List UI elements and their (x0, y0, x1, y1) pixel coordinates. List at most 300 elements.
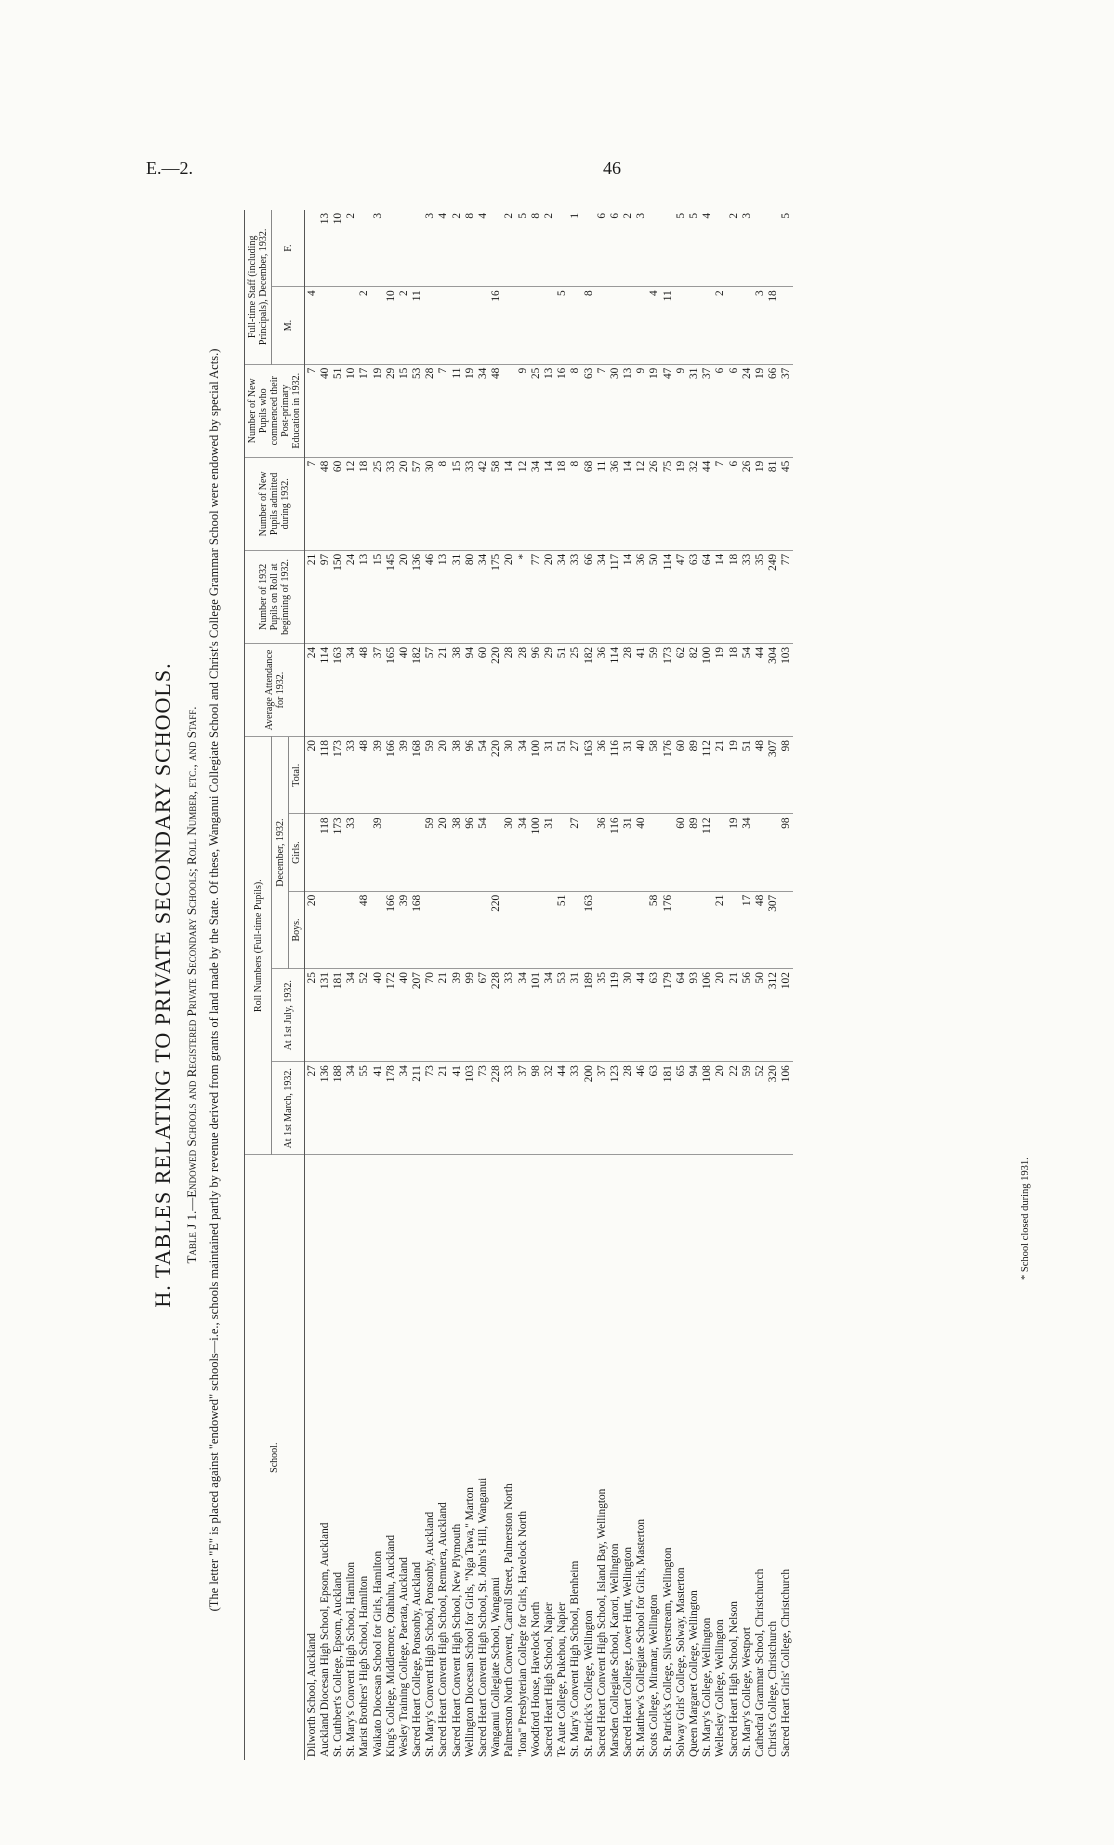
december-total-cell: 33 (345, 737, 358, 814)
march-roll-cell: 320 (767, 1062, 780, 1155)
december-boys-cell (635, 891, 648, 968)
march-roll-cell: 178 (384, 1062, 397, 1155)
december-boys-cell (345, 891, 358, 968)
roll-beginning-cell: 20 (503, 550, 516, 643)
attendance-cell: 18 (727, 643, 740, 736)
school-name-cell: Christ's College, Christchurch (767, 1620, 780, 1757)
table-row (490, 210, 503, 1760)
staff-female-cell (397, 210, 410, 287)
school-name-cell: St. Patrick's College, Wellington (582, 1610, 595, 1757)
july-roll-cell: 40 (397, 969, 410, 1062)
july-roll-cell: 106 (701, 969, 714, 1062)
roll-beginning-cell: 36 (635, 550, 648, 643)
attendance-cell: 48 (358, 643, 371, 736)
table-row (582, 210, 595, 1760)
december-total-cell: 36 (595, 737, 608, 814)
table-row (305, 210, 319, 1760)
new-postprimary-cell: 19 (463, 364, 476, 457)
new-admitted-cell: 19 (674, 457, 687, 550)
staff-female-cell: 2 (450, 210, 463, 287)
december-total-cell: 89 (687, 737, 700, 814)
new-admitted-cell: 32 (687, 457, 700, 550)
december-girls-cell: 112 (701, 814, 714, 891)
table-row (529, 210, 542, 1760)
new-postprimary-cell: 10 (345, 364, 358, 457)
new-admitted-cell: 18 (358, 457, 371, 550)
december-girls-cell: 59 (424, 814, 437, 891)
staff-male-cell (424, 287, 437, 364)
december-boys-cell (542, 891, 555, 968)
attendance-cell: 28 (503, 643, 516, 736)
new-postprimary-cell: 17 (358, 364, 371, 457)
july-roll-cell: 102 (780, 969, 793, 1062)
school-name-cell: Sacred Heart Convent High School, Remuera, Auckland (437, 1502, 450, 1757)
december-total-cell: 166 (384, 737, 397, 814)
new-admitted-cell: 42 (476, 457, 489, 550)
table-row (674, 210, 687, 1760)
new-postprimary-cell: 13 (622, 364, 635, 457)
table-row (384, 210, 397, 1760)
july-roll-cell: 228 (490, 969, 503, 1062)
school-name-cell: Marist Brothers' High School, Hamilton (358, 1575, 371, 1757)
december-total-cell: 168 (411, 737, 424, 814)
december-total-cell: 48 (358, 737, 371, 814)
header-boys: Boys. (289, 891, 305, 968)
school-name-cell: Scots College, Miramar, Wellington (648, 1594, 661, 1757)
attendance-cell: 24 (305, 643, 319, 736)
july-roll-cell: 34 (345, 969, 358, 1062)
march-roll-cell: 188 (331, 1062, 344, 1155)
attendance-cell: 51 (556, 643, 569, 736)
staff-female-cell (714, 210, 727, 287)
roll-beginning-cell: 33 (569, 550, 582, 643)
december-boys-cell (437, 891, 450, 968)
december-girls-cell: 116 (608, 814, 621, 891)
staff-female-cell: 5 (516, 210, 529, 287)
new-admitted-cell: 6 (727, 457, 740, 550)
new-admitted-cell: 7 (305, 457, 319, 550)
staff-male-cell: 3 (753, 287, 766, 364)
july-roll-cell: 312 (767, 969, 780, 1062)
new-postprimary-cell: 48 (490, 364, 503, 457)
december-boys-cell: 176 (661, 891, 674, 968)
new-postprimary-cell: 37 (780, 364, 793, 457)
attendance-cell: 37 (371, 643, 384, 736)
school-name-cell: St. Mary's Convent High School, Ponsonby, Auckland (424, 1511, 437, 1757)
new-postprimary-cell: 9 (516, 364, 529, 457)
december-girls-cell (767, 814, 780, 891)
staff-female-cell: 8 (529, 210, 542, 287)
new-postprimary-cell: 11 (450, 364, 463, 457)
new-admitted-cell: 11 (595, 457, 608, 550)
december-boys-cell: 21 (714, 891, 727, 968)
table-row (331, 210, 344, 1760)
december-boys-cell: 58 (648, 891, 661, 968)
december-boys-cell (608, 891, 621, 968)
staff-male-cell (687, 287, 700, 364)
page-number: 46 (603, 158, 621, 178)
staff-female-cell: 3 (635, 210, 648, 287)
staff-female-cell (648, 210, 661, 287)
header-school: School. (245, 1155, 305, 1760)
december-boys-cell (318, 891, 331, 968)
march-roll-cell: 37 (516, 1062, 529, 1155)
march-roll-cell: 63 (648, 1062, 661, 1155)
header-march: At 1st March, 1932. (272, 1062, 305, 1155)
staff-male-cell: 8 (582, 287, 595, 364)
march-roll-cell: 103 (463, 1062, 476, 1155)
table-row (622, 210, 635, 1760)
december-girls-cell (490, 814, 503, 891)
attendance-cell: 36 (595, 643, 608, 736)
table-row (424, 210, 437, 1760)
march-roll-cell: 32 (542, 1062, 555, 1155)
new-admitted-cell: 8 (437, 457, 450, 550)
december-total-cell: 163 (582, 737, 595, 814)
roll-beginning-cell: 13 (358, 550, 371, 643)
december-total-cell: 51 (556, 737, 569, 814)
march-roll-cell: 20 (714, 1062, 727, 1155)
december-boys-cell: 48 (753, 891, 766, 968)
staff-female-cell (661, 210, 674, 287)
december-boys-cell: 307 (767, 891, 780, 968)
december-girls-cell (358, 814, 371, 891)
march-roll-cell: 108 (701, 1062, 714, 1155)
table-row (753, 210, 766, 1760)
july-roll-cell: 70 (424, 969, 437, 1062)
march-roll-cell: 73 (476, 1062, 489, 1155)
new-admitted-cell: 12 (516, 457, 529, 550)
staff-male-cell: 4 (648, 287, 661, 364)
new-admitted-cell: 14 (503, 457, 516, 550)
roll-beginning-cell: 34 (556, 550, 569, 643)
march-roll-cell: 98 (529, 1062, 542, 1155)
staff-female-cell: 8 (463, 210, 476, 287)
school-name-cell: Palmerston North Convent, Carroll Street, Palmerston North (503, 1483, 516, 1757)
roll-beginning-cell: 35 (753, 550, 766, 643)
attendance-cell: 25 (569, 643, 582, 736)
roll-beginning-cell: 80 (463, 550, 476, 643)
school-name-cell: Wellington Diocesan School for Girls, "Nga Tawa," Marton (463, 1487, 476, 1757)
roll-beginning-cell: 21 (305, 550, 319, 643)
new-admitted-cell: 36 (608, 457, 621, 550)
header-staff-m: M. (272, 287, 305, 364)
december-boys-cell (476, 891, 489, 968)
attendance-cell: 59 (648, 643, 661, 736)
december-girls-cell: 31 (622, 814, 635, 891)
attendance-cell: 163 (331, 643, 344, 736)
new-postprimary-cell: 6 (727, 364, 740, 457)
new-admitted-cell: 25 (371, 457, 384, 550)
staff-female-cell (384, 210, 397, 287)
school-name-cell: King's College, Middlemore, Otahuhu, Auckland (384, 1535, 397, 1757)
new-postprimary-cell (503, 364, 516, 457)
staff-male-cell: 4 (305, 287, 319, 364)
staff-male-cell (371, 287, 384, 364)
december-boys-cell (450, 891, 463, 968)
march-roll-cell: 22 (727, 1062, 740, 1155)
school-name-cell: Wanganui Collegiate School, Wanganui (490, 1577, 503, 1757)
attendance-cell: 94 (463, 643, 476, 736)
december-total-cell: 307 (767, 737, 780, 814)
table-note: (The letter "E" is placed against "endowed" schools—i.e., schools maintained partly by revenue derived from grants of land made by the State. Of these, Wanganui Collegiate School and Christ's College Grammar School were endowed by special Acts.) (207, 348, 221, 1612)
attendance-cell: 182 (411, 643, 424, 736)
staff-female-cell (753, 210, 766, 287)
attendance-cell: 40 (397, 643, 410, 736)
july-roll-cell: 207 (411, 969, 424, 1062)
header-total: Total. (289, 737, 305, 814)
july-roll-cell: 189 (582, 969, 595, 1062)
december-boys-cell (687, 891, 700, 968)
attendance-cell: 44 (753, 643, 766, 736)
staff-female-cell (556, 210, 569, 287)
school-name-cell: Wesley Training College, Paerata, Auckland (397, 1557, 410, 1757)
new-postprimary-cell: 8 (569, 364, 582, 457)
staff-female-cell: 4 (701, 210, 714, 287)
march-roll-cell: 37 (595, 1062, 608, 1155)
july-roll-cell: 31 (569, 969, 582, 1062)
december-girls-cell: 38 (450, 814, 463, 891)
new-postprimary-cell: 34 (476, 364, 489, 457)
december-girls-cell (556, 814, 569, 891)
staff-male-cell (529, 287, 542, 364)
new-postprimary-cell: 37 (701, 364, 714, 457)
march-roll-cell: 55 (358, 1062, 371, 1155)
new-admitted-cell: 14 (542, 457, 555, 550)
december-boys-cell: 163 (582, 891, 595, 968)
july-roll-cell: 93 (687, 969, 700, 1062)
school-name-cell: Cathedral Grammar School, Christchurch (753, 1568, 766, 1757)
school-name-cell: St. Mary's Convent High School, Hamilton (345, 1561, 358, 1757)
new-postprimary-cell: 28 (424, 364, 437, 457)
december-boys-cell: 48 (358, 891, 371, 968)
new-admitted-cell: 48 (318, 457, 331, 550)
march-roll-cell: 34 (345, 1062, 358, 1155)
school-name-cell: Te Aute College, Pukehou, Napier (556, 1602, 569, 1757)
school-name-cell: Solway Girls' College, Solway, Masterton (674, 1567, 687, 1757)
december-girls-cell: 173 (331, 814, 344, 891)
table-row (648, 210, 661, 1760)
march-roll-cell: 73 (424, 1062, 437, 1155)
december-total-cell: 34 (516, 737, 529, 814)
attendance-cell: 41 (635, 643, 648, 736)
december-total-cell: 20 (437, 737, 450, 814)
new-admitted-cell: 33 (463, 457, 476, 550)
table-row (411, 210, 424, 1760)
header-girls: Girls. (289, 814, 305, 891)
staff-female-cell: 2 (727, 210, 740, 287)
december-boys-cell: 168 (411, 891, 424, 968)
july-roll-cell: 35 (595, 969, 608, 1062)
december-boys-cell: 166 (384, 891, 397, 968)
staff-female-cell (305, 210, 319, 287)
december-girls-cell: 20 (437, 814, 450, 891)
school-name-cell: Auckland Diocesan High School, Epsom, Auckland (318, 1522, 331, 1757)
table-row (661, 210, 674, 1760)
school-name-cell: Sacred Heart High School, Napier (542, 1602, 555, 1757)
july-roll-cell: 101 (529, 969, 542, 1062)
july-roll-cell: 34 (516, 969, 529, 1062)
staff-female-cell: 2 (345, 210, 358, 287)
new-admitted-cell: 57 (411, 457, 424, 550)
roll-beginning-cell: 117 (608, 550, 621, 643)
new-postprimary-cell: 16 (556, 364, 569, 457)
december-total-cell: 98 (780, 737, 793, 814)
staff-female-cell: 2 (503, 210, 516, 287)
december-boys-cell: 220 (490, 891, 503, 968)
staff-male-cell (635, 287, 648, 364)
header-december: December, 1932. (272, 737, 289, 969)
march-roll-cell: 94 (687, 1062, 700, 1155)
december-girls-cell (753, 814, 766, 891)
december-boys-cell (595, 891, 608, 968)
table-row (450, 210, 463, 1760)
page-title: H. TABLES RELATING TO PRIVATE SECONDARY SCHOOLS. (150, 662, 175, 1308)
new-admitted-cell: 12 (345, 457, 358, 550)
staff-male-cell: 18 (767, 287, 780, 364)
july-roll-cell: 44 (635, 969, 648, 1062)
table-body (305, 210, 793, 1760)
july-roll-cell: 181 (331, 969, 344, 1062)
staff-female-cell: 4 (437, 210, 450, 287)
attendance-cell: 82 (687, 643, 700, 736)
attendance-cell: 96 (529, 643, 542, 736)
new-admitted-cell: 45 (780, 457, 793, 550)
header-roll-numbers: Roll Numbers (Full-time Pupils). (245, 737, 272, 1155)
staff-female-cell: 2 (622, 210, 635, 287)
new-postprimary-cell: 6 (714, 364, 727, 457)
header-july: At 1st July, 1932. (272, 969, 305, 1062)
july-roll-cell: 39 (450, 969, 463, 1062)
page-header-left: E.—2. (146, 158, 193, 178)
table-row (608, 210, 621, 1760)
july-roll-cell: 21 (437, 969, 450, 1062)
roll-beginning-cell: 114 (661, 550, 674, 643)
july-roll-cell: 172 (384, 969, 397, 1062)
school-name-cell: Sacred Heart Girls' College, Christchurch (780, 1568, 793, 1757)
staff-female-cell (358, 210, 371, 287)
july-roll-cell: 179 (661, 969, 674, 1062)
december-boys-cell: 17 (740, 891, 753, 968)
new-postprimary-cell: 9 (635, 364, 648, 457)
table-row (595, 210, 608, 1760)
new-admitted-cell: 26 (648, 457, 661, 550)
school-name-cell: Waikato Diocesan School for Girls, Hamilton (371, 1550, 384, 1757)
table-row (556, 210, 569, 1760)
attendance-cell: 29 (542, 643, 555, 736)
new-postprimary-cell: 53 (411, 364, 424, 457)
december-total-cell: 60 (674, 737, 687, 814)
july-roll-cell: 99 (463, 969, 476, 1062)
march-roll-cell: 59 (740, 1062, 753, 1155)
march-roll-cell: 65 (674, 1062, 687, 1155)
staff-female-cell (411, 210, 424, 287)
school-name-cell: Marsden Collegiate School, Karori, Wellington (608, 1543, 621, 1757)
december-boys-cell: 20 (305, 891, 319, 968)
december-girls-cell: 60 (674, 814, 687, 891)
footnote: * School closed during 1931. (1020, 1157, 1031, 1280)
staff-male-cell (727, 287, 740, 364)
march-roll-cell: 33 (569, 1062, 582, 1155)
december-boys-cell (727, 891, 740, 968)
december-girls-cell (648, 814, 661, 891)
school-name-cell: "Iona" Presbyterian College for Girls, Havelock North (516, 1510, 529, 1757)
rotated-page-body (140, 190, 1060, 1780)
july-roll-cell: 20 (714, 969, 727, 1062)
new-postprimary-cell: 63 (582, 364, 595, 457)
new-admitted-cell: 26 (740, 457, 753, 550)
staff-female-cell (582, 210, 595, 287)
december-total-cell: 112 (701, 737, 714, 814)
roll-beginning-cell: 175 (490, 550, 503, 643)
new-admitted-cell: 58 (490, 457, 503, 550)
new-postprimary-cell: 19 (648, 364, 661, 457)
december-total-cell: 58 (648, 737, 661, 814)
december-boys-cell (701, 891, 714, 968)
new-postprimary-cell: 15 (397, 364, 410, 457)
december-boys-cell (569, 891, 582, 968)
staff-male-cell: 11 (661, 287, 674, 364)
roll-beginning-cell: 66 (582, 550, 595, 643)
december-girls-cell (661, 814, 674, 891)
staff-male-cell (674, 287, 687, 364)
staff-male-cell (503, 287, 516, 364)
staff-male-cell (701, 287, 714, 364)
staff-male-cell: 16 (490, 287, 503, 364)
december-girls-cell: 54 (476, 814, 489, 891)
new-admitted-cell: 75 (661, 457, 674, 550)
staff-female-cell: 3 (424, 210, 437, 287)
header-attendance: Average Attendance for 1932. (245, 643, 305, 736)
staff-male-cell: 2 (714, 287, 727, 364)
december-girls-cell: 36 (595, 814, 608, 891)
new-postprimary-cell: 7 (595, 364, 608, 457)
table-row (371, 210, 384, 1760)
roll-beginning-cell: 50 (648, 550, 661, 643)
new-postprimary-cell: 7 (437, 364, 450, 457)
school-name-cell: Sacred Heart Convent High School, Island Bay, Wellington (595, 1488, 608, 1757)
march-roll-cell: 34 (397, 1062, 410, 1155)
staff-male-cell (463, 287, 476, 364)
roll-beginning-cell: 31 (450, 550, 463, 643)
december-girls-cell: 34 (516, 814, 529, 891)
march-roll-cell: 211 (411, 1062, 424, 1155)
new-admitted-cell: 30 (424, 457, 437, 550)
december-girls-cell (411, 814, 424, 891)
school-name-cell: Sacred Heart College, Ponsonby, Auckland (411, 1561, 424, 1757)
staff-female-cell: 4 (476, 210, 489, 287)
roll-beginning-cell: 77 (529, 550, 542, 643)
staff-male-cell: 10 (384, 287, 397, 364)
december-total-cell: 40 (635, 737, 648, 814)
roll-beginning-cell: 150 (331, 550, 344, 643)
july-roll-cell: 67 (476, 969, 489, 1062)
roll-beginning-cell: 14 (714, 550, 727, 643)
table-row (516, 210, 529, 1760)
july-roll-cell: 30 (622, 969, 635, 1062)
december-total-cell: 39 (397, 737, 410, 814)
december-total-cell: 38 (450, 737, 463, 814)
attendance-cell: 62 (674, 643, 687, 736)
july-roll-cell: 64 (674, 969, 687, 1062)
roll-beginning-cell: 24 (345, 550, 358, 643)
staff-male-cell (595, 287, 608, 364)
new-admitted-cell: 60 (331, 457, 344, 550)
attendance-cell: 304 (767, 643, 780, 736)
staff-female-cell: 2 (542, 210, 555, 287)
header-staff-f: F. (272, 210, 305, 287)
december-boys-cell: 51 (556, 891, 569, 968)
